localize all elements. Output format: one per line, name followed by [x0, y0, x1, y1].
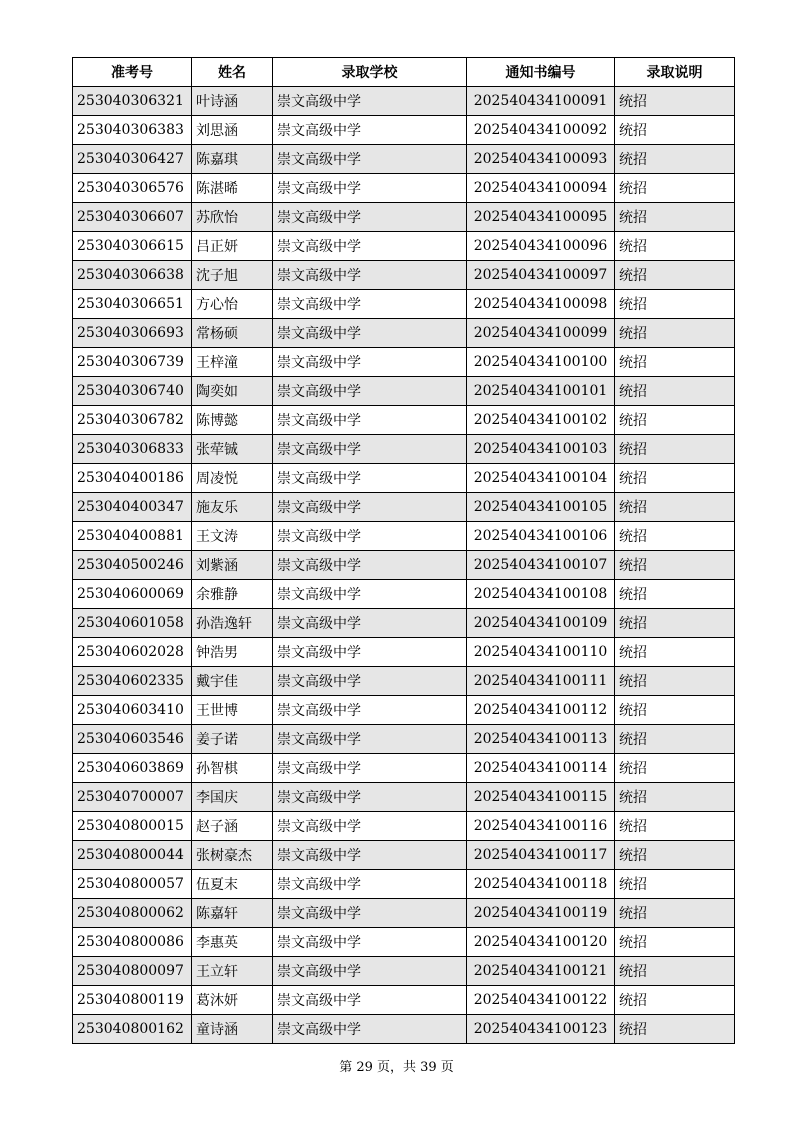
table-row — [73, 232, 735, 261]
table-row — [73, 667, 735, 696]
table-row — [73, 609, 735, 638]
cell-exam-number: 253040800097 — [73, 957, 192, 986]
cell-exam-number: 253040600069 — [73, 580, 192, 609]
cell-exam-number: 253040306833 — [73, 435, 192, 464]
cell-notice-number: 202540434100093 — [467, 145, 615, 174]
cell-remark: 统招 — [615, 841, 735, 870]
cell-exam-number: 253040603546 — [73, 725, 192, 754]
cell-school: 崇文高级中学 — [273, 725, 467, 754]
cell-exam-number: 253040601058 — [73, 609, 192, 638]
cell-name: 吕正妍 — [192, 232, 273, 261]
cell-notice-number: 202540434100105 — [467, 493, 615, 522]
cell-notice-number: 202540434100112 — [467, 696, 615, 725]
table-row — [73, 174, 735, 203]
table-row — [73, 145, 735, 174]
cell-school: 崇文高级中学 — [273, 928, 467, 957]
cell-notice-number: 202540434100094 — [467, 174, 615, 203]
cell-remark: 统招 — [615, 261, 735, 290]
table-row — [73, 87, 735, 116]
cell-school: 崇文高级中学 — [273, 783, 467, 812]
table-row — [73, 116, 735, 145]
cell-notice-number: 202540434100100 — [467, 348, 615, 377]
cell-remark: 统招 — [615, 464, 735, 493]
cell-school: 崇文高级中学 — [273, 754, 467, 783]
cell-notice-number: 202540434100092 — [467, 116, 615, 145]
cell-remark: 统招 — [615, 870, 735, 899]
table-row — [73, 551, 735, 580]
cell-remark: 统招 — [615, 696, 735, 725]
cell-name: 王梓潼 — [192, 348, 273, 377]
cell-remark: 统招 — [615, 319, 735, 348]
cell-school: 崇文高级中学 — [273, 290, 467, 319]
cell-remark: 统招 — [615, 116, 735, 145]
cell-exam-number: 253040306782 — [73, 406, 192, 435]
cell-name: 陈湛晞 — [192, 174, 273, 203]
cell-school: 崇文高级中学 — [273, 841, 467, 870]
cell-exam-number: 253040306383 — [73, 116, 192, 145]
header-row — [73, 58, 735, 87]
cell-name: 周凌悦 — [192, 464, 273, 493]
cell-exam-number: 253040800057 — [73, 870, 192, 899]
cell-notice-number: 202540434100110 — [467, 638, 615, 667]
cell-remark: 统招 — [615, 406, 735, 435]
cell-school: 崇文高级中学 — [273, 870, 467, 899]
table-row — [73, 783, 735, 812]
cell-exam-number: 253040306576 — [73, 174, 192, 203]
cell-exam-number: 253040306427 — [73, 145, 192, 174]
cell-school: 崇文高级中学 — [273, 580, 467, 609]
cell-name: 李国庆 — [192, 783, 273, 812]
cell-notice-number: 202540434100123 — [467, 1015, 615, 1044]
cell-notice-number: 202540434100108 — [467, 580, 615, 609]
cell-school: 崇文高级中学 — [273, 319, 467, 348]
cell-remark: 统招 — [615, 899, 735, 928]
cell-exam-number: 253040800015 — [73, 812, 192, 841]
cell-name: 陶奕如 — [192, 377, 273, 406]
cell-exam-number: 253040700007 — [73, 783, 192, 812]
cell-name: 叶诗涵 — [192, 87, 273, 116]
cell-remark: 统招 — [615, 725, 735, 754]
cell-exam-number: 253040800062 — [73, 899, 192, 928]
cell-school: 崇文高级中学 — [273, 812, 467, 841]
cell-name: 苏欣怡 — [192, 203, 273, 232]
cell-school: 崇文高级中学 — [273, 667, 467, 696]
header-name: 姓名 — [192, 58, 273, 87]
table-body — [73, 87, 735, 1044]
cell-exam-number: 253040306321 — [73, 87, 192, 116]
cell-name: 李惠英 — [192, 928, 273, 957]
cell-name: 刘紫涵 — [192, 551, 273, 580]
cell-remark: 统招 — [615, 638, 735, 667]
cell-remark: 统招 — [615, 812, 735, 841]
cell-notice-number: 202540434100101 — [467, 377, 615, 406]
cell-remark: 统招 — [615, 493, 735, 522]
cell-notice-number: 202540434100097 — [467, 261, 615, 290]
cell-name: 赵子涵 — [192, 812, 273, 841]
cell-name: 陈嘉轩 — [192, 899, 273, 928]
cell-remark: 统招 — [615, 377, 735, 406]
cell-exam-number: 253040400881 — [73, 522, 192, 551]
cell-remark: 统招 — [615, 551, 735, 580]
cell-name: 王立轩 — [192, 957, 273, 986]
cell-school: 崇文高级中学 — [273, 116, 467, 145]
cell-school: 崇文高级中学 — [273, 203, 467, 232]
cell-exam-number: 253040603869 — [73, 754, 192, 783]
table-row — [73, 493, 735, 522]
cell-exam-number: 253040306615 — [73, 232, 192, 261]
cell-school: 崇文高级中学 — [273, 261, 467, 290]
cell-remark: 统招 — [615, 1015, 735, 1044]
cell-school: 崇文高级中学 — [273, 377, 467, 406]
cell-name: 葛沐妍 — [192, 986, 273, 1015]
cell-name: 王世博 — [192, 696, 273, 725]
cell-notice-number: 202540434100117 — [467, 841, 615, 870]
cell-name: 施友乐 — [192, 493, 273, 522]
cell-school: 崇文高级中学 — [273, 174, 467, 203]
cell-name: 方心怡 — [192, 290, 273, 319]
cell-notice-number: 202540434100114 — [467, 754, 615, 783]
table-row — [73, 522, 735, 551]
cell-exam-number: 253040306693 — [73, 319, 192, 348]
cell-exam-number: 253040400186 — [73, 464, 192, 493]
cell-notice-number: 202540434100115 — [467, 783, 615, 812]
cell-exam-number: 253040800044 — [73, 841, 192, 870]
cell-notice-number: 202540434100122 — [467, 986, 615, 1015]
cell-name: 沈子旭 — [192, 261, 273, 290]
cell-name: 童诗涵 — [192, 1015, 273, 1044]
cell-notice-number: 202540434100107 — [467, 551, 615, 580]
table-row — [73, 870, 735, 899]
cell-exam-number: 253040306740 — [73, 377, 192, 406]
cell-school: 崇文高级中学 — [273, 464, 467, 493]
cell-exam-number: 253040400347 — [73, 493, 192, 522]
cell-notice-number: 202540434100104 — [467, 464, 615, 493]
cell-school: 崇文高级中学 — [273, 232, 467, 261]
cell-notice-number: 202540434100109 — [467, 609, 615, 638]
cell-exam-number: 253040500246 — [73, 551, 192, 580]
cell-remark: 统招 — [615, 522, 735, 551]
cell-name: 钟浩男 — [192, 638, 273, 667]
cell-school: 崇文高级中学 — [273, 551, 467, 580]
cell-remark: 统招 — [615, 580, 735, 609]
cell-name: 姜子诺 — [192, 725, 273, 754]
table-row — [73, 435, 735, 464]
table-row — [73, 203, 735, 232]
table-row — [73, 957, 735, 986]
cell-remark: 统招 — [615, 348, 735, 377]
table-row — [73, 986, 735, 1015]
cell-remark: 统招 — [615, 957, 735, 986]
cell-name: 孙智棋 — [192, 754, 273, 783]
cell-remark: 统招 — [615, 667, 735, 696]
cell-notice-number: 202540434100098 — [467, 290, 615, 319]
cell-school: 崇文高级中学 — [273, 493, 467, 522]
cell-name: 张树豪杰 — [192, 841, 273, 870]
cell-name: 孙浩逸轩 — [192, 609, 273, 638]
cell-remark: 统招 — [615, 145, 735, 174]
admission-table — [72, 57, 735, 1044]
table-row — [73, 928, 735, 957]
cell-notice-number: 202540434100119 — [467, 899, 615, 928]
table-row — [73, 377, 735, 406]
cell-name: 陈博懿 — [192, 406, 273, 435]
table-row — [73, 754, 735, 783]
cell-remark: 统招 — [615, 232, 735, 261]
cell-remark: 统招 — [615, 609, 735, 638]
cell-remark: 统招 — [615, 435, 735, 464]
table-row — [73, 464, 735, 493]
page-number: 第 29 页，共 39 页 — [339, 1060, 454, 1075]
table-row — [73, 319, 735, 348]
cell-exam-number: 253040602028 — [73, 638, 192, 667]
cell-notice-number: 202540434100096 — [467, 232, 615, 261]
cell-school: 崇文高级中学 — [273, 957, 467, 986]
header-notice-number: 通知书编号 — [467, 58, 615, 87]
table-row — [73, 899, 735, 928]
cell-notice-number: 202540434100106 — [467, 522, 615, 551]
cell-exam-number: 253040306651 — [73, 290, 192, 319]
table-row — [73, 1015, 735, 1044]
cell-exam-number: 253040306739 — [73, 348, 192, 377]
cell-name: 戴宇佳 — [192, 667, 273, 696]
cell-name: 陈嘉琪 — [192, 145, 273, 174]
cell-notice-number: 202540434100102 — [467, 406, 615, 435]
cell-remark: 统招 — [615, 203, 735, 232]
cell-name: 刘思涵 — [192, 116, 273, 145]
cell-school: 崇文高级中学 — [273, 348, 467, 377]
table-row — [73, 725, 735, 754]
cell-notice-number: 202540434100111 — [467, 667, 615, 696]
table-row — [73, 290, 735, 319]
table-row — [73, 580, 735, 609]
cell-exam-number: 253040800162 — [73, 1015, 192, 1044]
cell-school: 崇文高级中学 — [273, 986, 467, 1015]
cell-school: 崇文高级中学 — [273, 696, 467, 725]
cell-name: 余雅静 — [192, 580, 273, 609]
table-row — [73, 261, 735, 290]
cell-remark: 统招 — [615, 754, 735, 783]
cell-exam-number: 253040306607 — [73, 203, 192, 232]
cell-notice-number: 202540434100120 — [467, 928, 615, 957]
cell-school: 崇文高级中学 — [273, 435, 467, 464]
cell-notice-number: 202540434100099 — [467, 319, 615, 348]
table-row — [73, 406, 735, 435]
cell-exam-number: 253040800119 — [73, 986, 192, 1015]
cell-remark: 统招 — [615, 174, 735, 203]
cell-notice-number: 202540434100095 — [467, 203, 615, 232]
cell-notice-number: 202540434100121 — [467, 957, 615, 986]
cell-name: 张荦铖 — [192, 435, 273, 464]
cell-school: 崇文高级中学 — [273, 609, 467, 638]
cell-exam-number: 253040603410 — [73, 696, 192, 725]
cell-name: 伍夏末 — [192, 870, 273, 899]
cell-exam-number: 253040800086 — [73, 928, 192, 957]
cell-remark: 统招 — [615, 928, 735, 957]
cell-school: 崇文高级中学 — [273, 1015, 467, 1044]
table-row — [73, 841, 735, 870]
table-row — [73, 348, 735, 377]
cell-school: 崇文高级中学 — [273, 87, 467, 116]
cell-school: 崇文高级中学 — [273, 522, 467, 551]
cell-school: 崇文高级中学 — [273, 406, 467, 435]
cell-school: 崇文高级中学 — [273, 145, 467, 174]
table-row — [73, 638, 735, 667]
cell-remark: 统招 — [615, 290, 735, 319]
cell-school: 崇文高级中学 — [273, 638, 467, 667]
cell-name: 常杨硕 — [192, 319, 273, 348]
cell-notice-number: 202540434100103 — [467, 435, 615, 464]
cell-notice-number: 202540434100116 — [467, 812, 615, 841]
cell-exam-number: 253040306638 — [73, 261, 192, 290]
cell-remark: 统招 — [615, 986, 735, 1015]
header-exam-number: 准考号 — [73, 58, 192, 87]
table-row — [73, 812, 735, 841]
cell-remark: 统招 — [615, 783, 735, 812]
cell-school: 崇文高级中学 — [273, 899, 467, 928]
cell-notice-number: 202540434100091 — [467, 87, 615, 116]
table-row — [73, 696, 735, 725]
header-remark: 录取说明 — [615, 58, 735, 87]
header-school: 录取学校 — [273, 58, 467, 87]
cell-remark: 统招 — [615, 87, 735, 116]
cell-notice-number: 202540434100113 — [467, 725, 615, 754]
cell-name: 王文涛 — [192, 522, 273, 551]
cell-exam-number: 253040602335 — [73, 667, 192, 696]
cell-notice-number: 202540434100118 — [467, 870, 615, 899]
